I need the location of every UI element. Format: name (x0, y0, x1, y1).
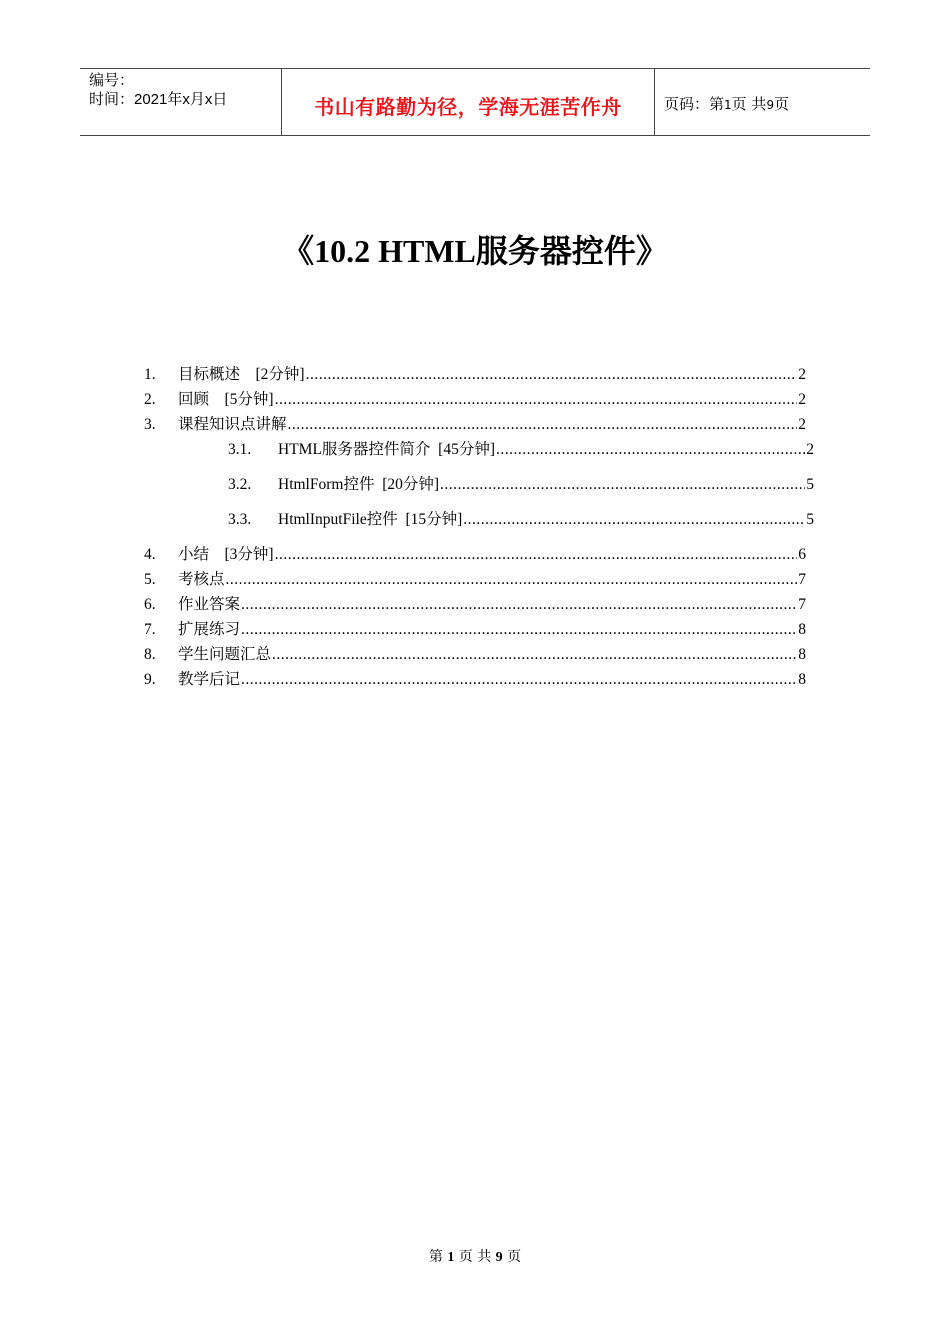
toc-entry-number: 3.2. (228, 476, 252, 493)
toc-entry-title: 课程知识点讲解 (178, 416, 287, 433)
header-page-mid: 页 共 (731, 95, 767, 113)
toc-entry-number: 3. (144, 416, 156, 433)
footer-page-total: 9 (495, 1250, 503, 1265)
toc-entry-number: 3.1. (228, 441, 252, 458)
toc-entry-page: 5 (806, 476, 814, 493)
toc-entry-title: 作业答案 (178, 596, 241, 613)
toc-entry[interactable] (144, 389, 806, 411)
toc-leader-dots (275, 389, 798, 411)
page-footer (0, 1246, 950, 1266)
toc-entry-title: 扩展练习 (178, 621, 241, 638)
toc-leader-dots (226, 569, 798, 591)
header-meta-cell (80, 69, 281, 135)
toc-leader-dots (241, 619, 797, 641)
footer-page-current: 1 (447, 1250, 455, 1265)
toc-entry-page: 8 (798, 621, 806, 638)
toc-entry-number: 7. (144, 621, 156, 638)
toc-leader-dots (241, 669, 797, 691)
header-page-current: 1 (724, 98, 732, 112)
toc-entry-page: 7 (798, 596, 806, 613)
toc-entry-title: 教学后记 (178, 671, 241, 688)
toc-entry[interactable] (144, 669, 806, 691)
serial-label: 编号： (89, 72, 135, 89)
toc-leader-dots (288, 414, 798, 436)
toc-leader-dots (496, 439, 805, 461)
toc-entry-title: HTML服务器控件简介 [45分钟] (278, 441, 495, 458)
toc-leader-dots (440, 474, 805, 496)
toc-entry[interactable] (144, 544, 806, 566)
toc-entry-number: 2. (144, 391, 156, 408)
toc-entry-page: 8 (798, 671, 806, 688)
toc-leader-dots (275, 544, 798, 566)
header-page-info (655, 69, 870, 135)
toc-entry-number: 9. (144, 671, 156, 688)
toc-leader-dots (272, 644, 797, 666)
toc-entry[interactable] (144, 364, 806, 386)
toc-entry-page: 6 (798, 546, 806, 563)
toc-entry-title: 考核点 (178, 571, 225, 588)
toc-entry-number: 3.3. (228, 511, 252, 528)
toc-entry-title: HtmlForm控件 [20分钟] (278, 476, 440, 493)
footer-suffix: 页 (507, 1249, 522, 1265)
toc-leader-dots (306, 364, 798, 386)
header-page-prefix: 页码：第 (664, 95, 725, 113)
toc-entry-page: 7 (798, 571, 806, 588)
toc-entry-page: 2 (798, 391, 806, 408)
toc-entry-page: 2 (798, 366, 806, 383)
toc-entry-number: 4. (144, 546, 156, 563)
footer-prefix: 第 (428, 1249, 443, 1265)
toc-entry-page: 8 (798, 646, 806, 663)
toc-entry[interactable] (144, 414, 806, 436)
toc-subentry[interactable] (228, 439, 814, 461)
document-title: 《10.2 HTML服务器控件》 (282, 233, 668, 269)
toc-entry-title: 目标概述 [2分钟] (178, 366, 305, 383)
toc-subentry[interactable] (228, 509, 814, 531)
toc-entry[interactable] (144, 569, 806, 591)
toc-entry-title: 小结 [3分钟] (178, 546, 274, 563)
toc-entry[interactable] (144, 619, 806, 641)
toc-entry-number: 1. (144, 366, 156, 383)
toc-entry-number: 6. (144, 596, 156, 613)
toc-entry-page: 2 (798, 416, 806, 433)
toc-entry-page: 5 (806, 511, 814, 528)
toc-entry-title: 回顾 [5分钟] (178, 391, 274, 408)
toc-subentry[interactable] (228, 474, 814, 496)
header-page-suffix: 页 (774, 95, 790, 113)
toc-leader-dots (463, 509, 805, 531)
toc-entry[interactable] (144, 594, 806, 616)
footer-mid: 页 共 (458, 1249, 492, 1265)
page-header (80, 68, 870, 136)
toc-entry[interactable] (144, 644, 806, 666)
toc-entry-page: 2 (806, 441, 814, 458)
toc-entry-title: HtmlInputFile控件 [15分钟] (278, 511, 463, 528)
header-motto: 书山有路勤为径，学海无涯苦作舟 (281, 69, 655, 135)
toc-entry-title: 学生问题汇总 (178, 646, 272, 663)
header-page-total: 9 (766, 98, 775, 112)
toc-leader-dots (241, 594, 797, 616)
toc-entry-number: 5. (144, 571, 156, 588)
date-label: 时间：2021年x月x日 (89, 91, 228, 108)
toc-entry-number: 8. (144, 646, 156, 663)
